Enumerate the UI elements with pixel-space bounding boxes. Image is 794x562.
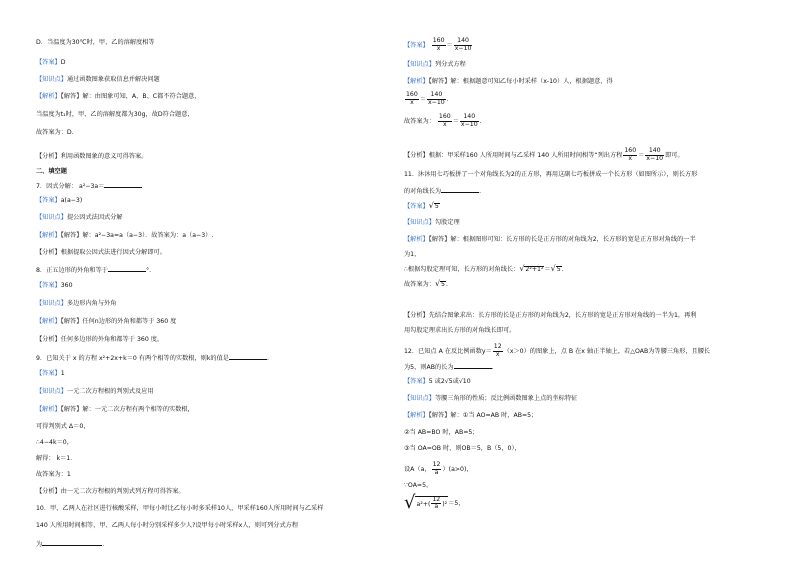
question-8: 8．正五边形的外角和等于 °. bbox=[36, 267, 152, 274]
knowledge-point-line: 【知识点】提公因式法因式分解 bbox=[36, 214, 123, 221]
analysis-line: 【解析】【解答】解：根据题意可知乙每小时采样（x-10）人，根据题意，得 bbox=[404, 78, 613, 85]
answer-line: 【答案】5 或2√5或√10 bbox=[404, 378, 471, 385]
question-10-cont: 140 人所用时间相等，甲、乙两人每小时分别采样多少人?设甲每小时采样x人，则可列分式方程 bbox=[36, 522, 299, 529]
option-d: D．当温度为30℃时，甲、乙的溶解度相等 bbox=[36, 39, 155, 46]
analysis-line: 【解析】【解答】解：根据图形可知：长方形的长是正方形的对角线为2，长方形的宽是正方形对角线的一半 bbox=[404, 236, 696, 243]
fraction: $\frac{12}{a}$ bbox=[432, 495, 441, 510]
analysis-line: 【解析】【解答】解：由图象可知，A、B、C都不符合题意， bbox=[36, 93, 201, 100]
answer-line: 【答案】 $\frac{160}{x}$ ＝ $\frac{140}{x-10}$ bbox=[404, 37, 472, 52]
analysis-line: 为1， bbox=[404, 251, 421, 258]
fraction: $\frac{12}{a}$ bbox=[432, 461, 441, 476]
question-12: 12．已知点 A 在反比例函数y＝ $\frac{12}{x}$ （x＞0）的图象上，点 B 在x 轴正半轴上，若△OAB为等腰三角形，且腰长 bbox=[404, 343, 711, 358]
answer-blank[interactable] bbox=[229, 354, 267, 360]
analysis-line: 当温度为t₁时，甲、乙的溶解度都为30g，故D符合题意， bbox=[36, 111, 194, 118]
answer-blank[interactable] bbox=[454, 363, 492, 369]
analysis-line: 可得判别式 Δ＝0， bbox=[36, 423, 90, 430]
question-11: 11．沐沐用七巧板拼了一个对角线长为2的正方形，再用这副七巧板拼成一个长方形（如图所示），则长方形 bbox=[404, 171, 698, 178]
answer-blank[interactable] bbox=[441, 187, 479, 193]
analysis-summary: 【分析】任何多边形的外角和都等于 360 度。 bbox=[36, 336, 164, 343]
section-heading: 二、填空题 bbox=[36, 168, 67, 175]
analysis-summary: 【分析】先结合图象求出：长方形的长是正方形的对角线为2，长方形的宽是正方形对角线的一半为1，再利 bbox=[404, 312, 697, 319]
analysis-line: ②当 AB=BO 时，AB=5； bbox=[404, 429, 479, 436]
question-7: 7．因式分解： a²−3a＝ bbox=[36, 182, 142, 191]
answer-conclusion: 故答案为：1 bbox=[36, 471, 71, 478]
answer-line: 【答案】D bbox=[36, 59, 66, 66]
question-12-cont: 为5，则AB的长为 . bbox=[404, 364, 494, 371]
fraction: $\frac{160}{x}$ bbox=[406, 91, 418, 106]
knowledge-point-line: 【知识点】等腰三角形的性质；反比例函数图象上点的坐标特征 bbox=[404, 395, 578, 402]
answer-blank[interactable] bbox=[104, 182, 142, 188]
answer-conclusion: 故答案为：√5. bbox=[404, 279, 448, 288]
knowledge-point-line: 【知识点】列分式方程 bbox=[404, 61, 466, 68]
analysis-line: 【解析】【解答】解：①当 AO=AB 时，AB=5； bbox=[404, 412, 538, 419]
answer-line: 【答案】1 bbox=[36, 370, 65, 377]
fraction: $\frac{12}{x}$ bbox=[493, 343, 502, 358]
answer-blank[interactable] bbox=[108, 266, 146, 272]
fraction: $\frac{160}{x}$ bbox=[624, 147, 637, 162]
knowledge-point-line: 【知识点】勾股定理 bbox=[404, 219, 460, 226]
fraction: $\frac{140}{x-10}$ bbox=[428, 91, 445, 106]
fraction: $\frac{140}{x-10}$ bbox=[460, 113, 478, 128]
analysis-line: ∴根据勾股定理可知，长方形的对角线长：√2²+1²＝√5． bbox=[404, 264, 568, 273]
analysis-line: ∴4−4k＝0， bbox=[36, 439, 73, 446]
analysis-summary: 【分析】根据：甲采样160 人所用时间与乙采样 140 人所用时间相等“列出方程 $\frac{160}{x}$ ＝ $\frac{140}{x-10}$ 即可。 bbox=[404, 147, 684, 162]
fraction: $\frac{140}{x-10}$ bbox=[646, 147, 664, 162]
analysis-summary: 【分析】由一元二次方程根的判别式列方程可得答案。 bbox=[36, 488, 185, 495]
analysis-summary: 【分析】利用函数图象的意义可得答案。 bbox=[36, 153, 148, 160]
knowledge-point-line: 【知识点】一元二次方程根的判别式及应用 bbox=[36, 388, 154, 395]
answer-line: 【答案】√5 bbox=[404, 201, 439, 210]
fraction: $\frac{160}{x}$ bbox=[438, 113, 451, 128]
answer-blank[interactable] bbox=[42, 540, 102, 546]
knowledge-point-line: 【知识点】通过函数图象获取信息并解决问题 bbox=[36, 76, 160, 83]
question-10-blank: 为 . bbox=[36, 541, 105, 548]
analysis-summary-cont: 用勾股定理求出长方形的对角线长即可。 bbox=[404, 327, 516, 334]
fraction: $\frac{140}{x-10}$ bbox=[454, 37, 472, 52]
question-10: 10．甲、乙两人在社区进行核酸采样，甲每小时比乙每小时多采样10人，甲采样160人所用时间与乙采样 bbox=[36, 505, 324, 512]
analysis-summary: 【分析】根据提取公因式法进行因式分解即可。 bbox=[36, 249, 166, 256]
analysis-line: 设A（a， $\frac{12}{a}$ ）(a>0)， bbox=[404, 461, 473, 476]
analysis-line: 【解析】【解答】解：a²−3a=a（a−3）．故答案为：a（a−3）. bbox=[36, 232, 214, 239]
answer-conclusion: 故答案为：D． bbox=[36, 129, 78, 136]
analysis-line: √a²+( $\frac{12}{a}$ )²＝5， bbox=[404, 492, 465, 513]
fraction: $\frac{160}{x}$ bbox=[432, 37, 445, 52]
analysis-line: 【解析】【解答】任何n边形的外角和都等于 360 度 bbox=[36, 318, 177, 325]
analysis-line: 【解析】【解答】解：一元二次方程有两个相等的实数根， bbox=[36, 406, 194, 413]
answer-line: 【答案】360 bbox=[36, 282, 73, 289]
analysis-line: ∵OA=5， bbox=[404, 482, 433, 489]
answer-conclusion: 故答案为： $\frac{160}{x}$ ＝ $\frac{140}{x-10}$ . bbox=[404, 113, 482, 128]
answer-line: 【答案】a(a−3) bbox=[36, 197, 83, 204]
knowledge-point-line: 【知识点】多边形内角与外角 bbox=[36, 300, 117, 307]
question-11-cont: 的对角线长为 . bbox=[404, 188, 482, 195]
analysis-line: ③当 OA=OB 时，则OB＝5，B（5，0）， bbox=[404, 445, 521, 452]
equation: $\frac{160}{x}$ ＝ $\frac{140}{x-10}$ . bbox=[406, 91, 449, 106]
question-9: 9．已知关于 x 的方程 x²+2x+k＝0 有两个相等的实数根，则k的值是 . bbox=[36, 355, 269, 362]
analysis-line: 解得： k＝1． bbox=[36, 455, 77, 462]
